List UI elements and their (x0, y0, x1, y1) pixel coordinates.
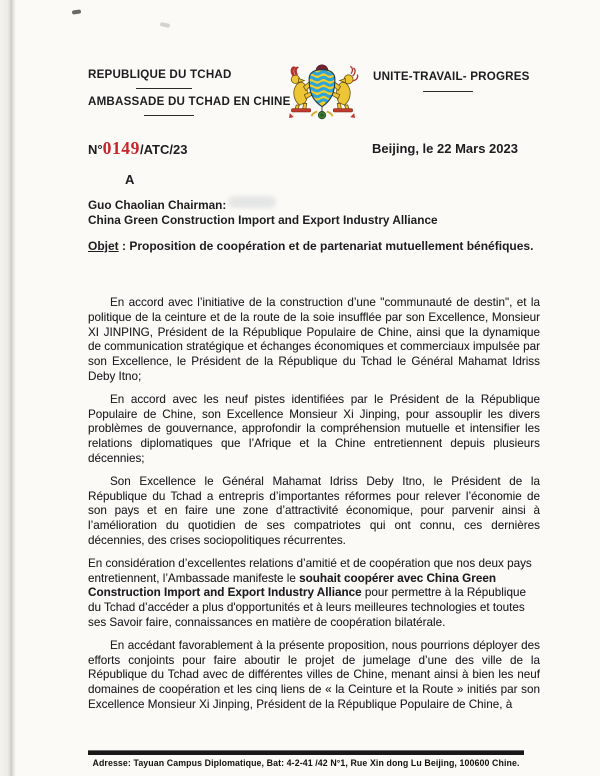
national-motto: UNITE-TRAVAIL- PROGRES (373, 70, 530, 83)
divider (423, 91, 473, 92)
divider (144, 115, 194, 116)
date-line: Beijing, le 22 Mars 2023 (372, 141, 518, 156)
ref-prefix: N° (88, 142, 103, 157)
embassy-title: AMBASSADE DU TCHAD EN CHINE (88, 95, 291, 108)
paragraph-4-normal-text: pour permettre à la République du Tchad d’accéder a plus d'opportunités et à leurs meilleures technologies et toutes ses Savoir faire, connaissances en matière de coopération bilatérale. (88, 586, 526, 629)
paragraph-5: En accédant favorablement à la présente proposition, nous pourrions déployer des efforts conjoints pour faire aboutir le projet de jumelage d’une des ville de la République du Tchad avec de différentes villes de Chine, menant ainsi à bien les neuf domaines de coopération et les cinq liens de « la Ceinture et la Route » initiés par son Excellence Monsieur Xi Jinping, Président de la République Populaire de Chine, à (88, 638, 540, 711)
letter-body (88, 296, 540, 721)
chad-coat-of-arms-icon (281, 60, 363, 126)
scan-artifact-speck (160, 22, 171, 28)
paragraph-4 (88, 557, 540, 631)
reference-number (88, 138, 187, 159)
paragraph-1: En accord avec l’initiative de la construction d’une "communauté de destin", et la politique de la ceinture et de la route de la soie insufflée par son Excellence, Monsieur XI JINPING, Président de la République Populaire de Chine, ainsi que la dynamique de communication stratégique et échanges économiques et commerciaux impulsée par son Excellence, le Président de la République du Tchad le Général Mahamat Idriss Deby Itno; (88, 296, 540, 383)
recipient-block (88, 198, 438, 228)
recipient-name: Guo Chaolian Chairman: (88, 198, 227, 212)
subject-label: Objet (88, 239, 119, 253)
letterhead-left (88, 68, 291, 116)
recipient-organization: China Green Construction Import and Export Industry Alliance (88, 213, 438, 227)
paragraph-2: En accord avec les neuf pistes identifiées par le Président de la République Populaire de Chine, son Excellence Monsieur Xi Jinping, pour assouplir les divers problèmes de gouvernance, approfondir la compréhension mutuelle et intensifier les relations diplomatiques que l’Afrique et la Chine entretiennent depuis plusieurs décennies; (88, 392, 540, 465)
ref-suffix: /ATC/23 (140, 142, 188, 157)
footer-divider (88, 750, 524, 755)
subject-text: Proposition de coopération et de partenariat mutuellement bénéfiques. (129, 239, 534, 253)
letter-footer (88, 750, 524, 768)
recipient-salutation: A (125, 172, 135, 187)
paragraph-4-normal-text: En considération d’excellentes relations d’amitié et de coopération que nos deux pays entretiennent, l’Ambassade manifeste le (88, 556, 532, 585)
ref-number-stamp: 0149 (102, 138, 140, 158)
subject-line (88, 239, 558, 255)
country-title: REPUBLIQUE DU TCHAD (88, 68, 232, 81)
footer-address: Adresse: Tayuan Campus Diplomatique, Bat: 4-2-41 /42 N°1, Rue Xin dong Lu Beijing, 100600 Chine. (92, 757, 520, 768)
scan-left-edge (0, 0, 16, 776)
scan-artifact-speck (72, 9, 81, 14)
subject-separator: : (118, 239, 130, 253)
paragraph-3: Son Excellence le Général Mahamat Idriss Deby Itno, le Président de la République du Tchad a entrepris d’importantes réformes pour relever l’économie de son pays et en faire une zone d’attractivité économique, pour parvenir ainsi à l’amélioration du quotidien de ses compatriotes qui ont connu, ces dernières décennies, des crises sociopolitiques récurrentes. (88, 474, 540, 547)
letterhead-right (373, 70, 530, 92)
paragraph-4-bold-text: souhait coopérer avec China Green Construction Import and Export Industry Alliance (88, 571, 496, 600)
divider (136, 88, 192, 89)
